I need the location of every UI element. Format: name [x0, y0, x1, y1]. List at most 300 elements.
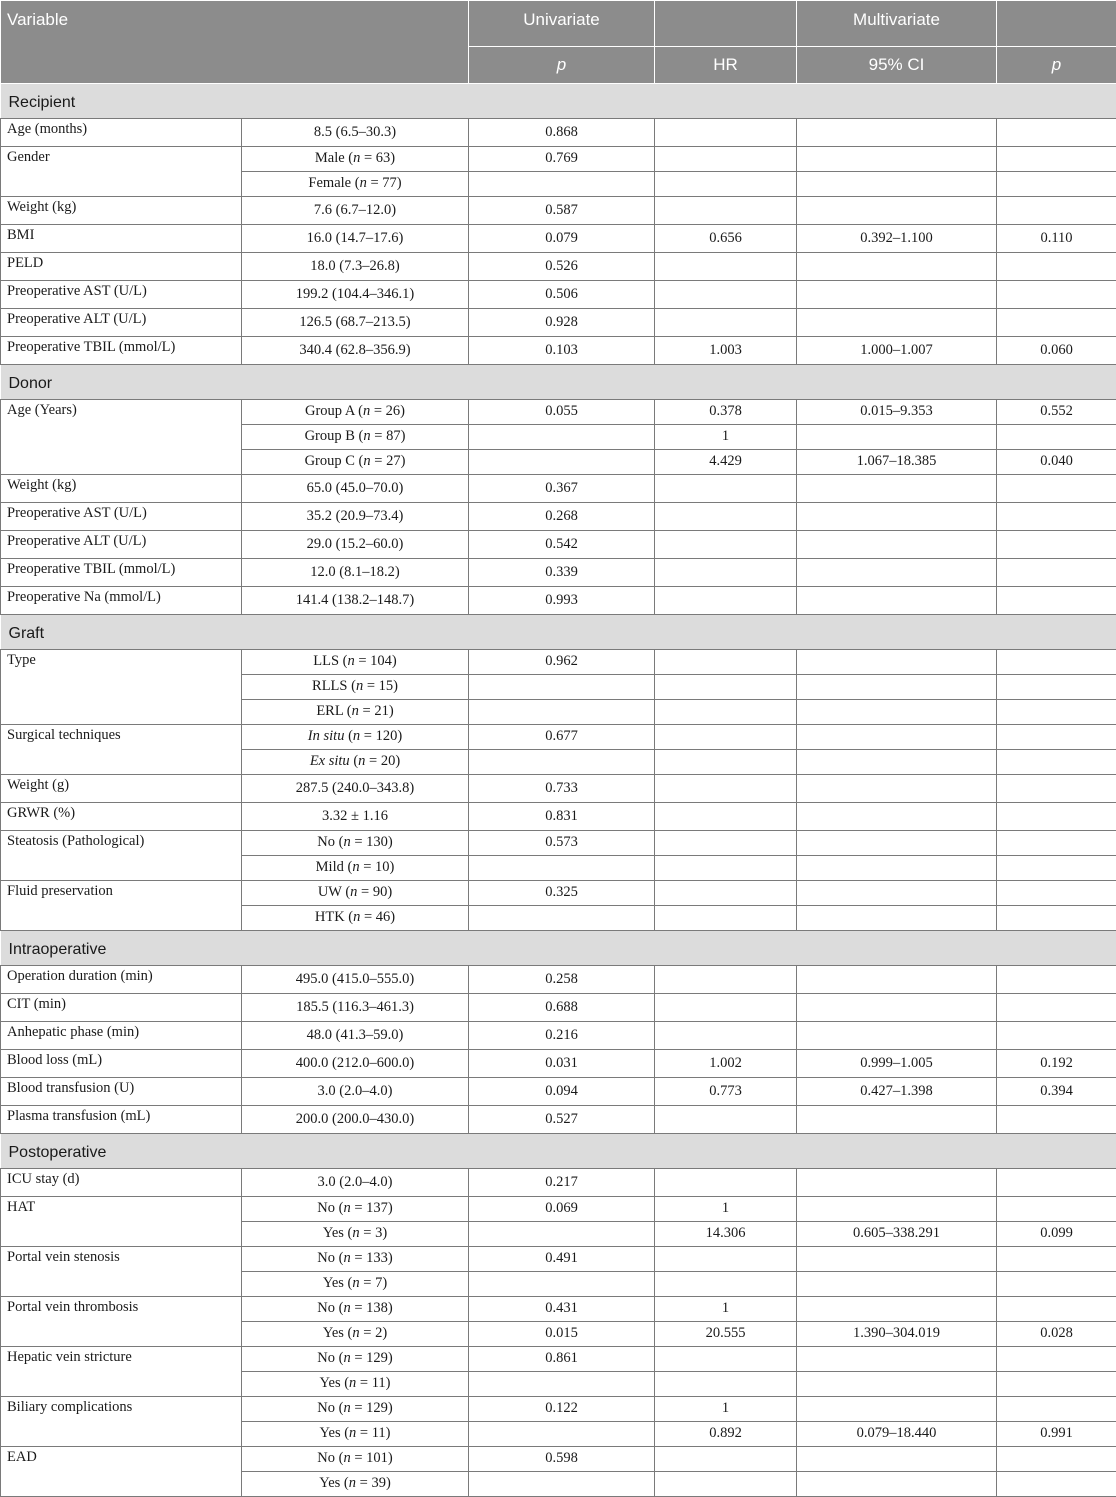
value-cell: Female (n = 77)	[242, 172, 469, 197]
hr-cell	[655, 147, 797, 172]
p-univariate-cell	[469, 906, 655, 931]
ci-cell	[797, 994, 997, 1022]
p-multivariate-cell	[997, 475, 1116, 503]
p-multivariate-cell	[997, 147, 1116, 172]
p-univariate-cell: 0.868	[469, 119, 655, 147]
p-univariate-cell: 0.733	[469, 775, 655, 803]
variable-label: Biliary complications	[1, 1397, 242, 1447]
section-row	[1, 1134, 1116, 1169]
p-multivariate-cell	[997, 1169, 1116, 1197]
ci-cell	[797, 1022, 997, 1050]
p-univariate-cell: 0.527	[469, 1106, 655, 1134]
table-row	[1, 1347, 1116, 1372]
p-multivariate-cell	[997, 587, 1116, 615]
ci-cell	[797, 503, 997, 531]
p-multivariate-cell	[997, 1106, 1116, 1134]
variable-label: Preoperative AST (U/L)	[1, 281, 242, 309]
value-cell: ERL (n = 21)	[242, 700, 469, 725]
p-multivariate-cell	[997, 831, 1116, 856]
p-univariate-cell: 0.069	[469, 1197, 655, 1222]
p-multivariate-cell: 0.040	[997, 450, 1116, 475]
variable-label: Gender	[1, 147, 242, 197]
value-cell: 185.5 (116.3–461.3)	[242, 994, 469, 1022]
ci-cell: 0.605–338.291	[797, 1222, 997, 1247]
ci-cell: 0.999–1.005	[797, 1050, 997, 1078]
value-cell: RLLS (n = 15)	[242, 675, 469, 700]
p-univariate-cell: 0.542	[469, 531, 655, 559]
table-row	[1, 650, 1116, 675]
variable-label: Preoperative ALT (U/L)	[1, 531, 242, 559]
hr-cell	[655, 856, 797, 881]
ci-cell: 0.015–9.353	[797, 400, 997, 425]
p-univariate-cell: 0.031	[469, 1050, 655, 1078]
hr-cell	[655, 650, 797, 675]
header-blank-2	[997, 1, 1116, 47]
p-multivariate-cell	[997, 1197, 1116, 1222]
variable-label: EAD	[1, 1447, 242, 1497]
ci-cell	[797, 147, 997, 172]
p-univariate-cell: 0.831	[469, 803, 655, 831]
value-cell: 340.4 (62.8–356.9)	[242, 337, 469, 365]
variable-label: BMI	[1, 225, 242, 253]
ci-cell	[797, 281, 997, 309]
hr-cell	[655, 1472, 797, 1497]
variable-label: Preoperative ALT (U/L)	[1, 309, 242, 337]
p-univariate-cell	[469, 1422, 655, 1447]
p-univariate-cell: 0.962	[469, 650, 655, 675]
p-univariate-cell: 0.367	[469, 475, 655, 503]
p-multivariate-cell	[997, 750, 1116, 775]
hr-cell: 1	[655, 1297, 797, 1322]
variable-label: Type	[1, 650, 242, 725]
p-multivariate-cell	[997, 650, 1116, 675]
variable-label: Preoperative TBIL (mmol/L)	[1, 559, 242, 587]
value-cell: Yes (n = 2)	[242, 1322, 469, 1347]
ci-cell: 0.427–1.398	[797, 1078, 997, 1106]
value-cell: 141.4 (138.2–148.7)	[242, 587, 469, 615]
ci-cell	[797, 1297, 997, 1322]
value-cell: No (n = 133)	[242, 1247, 469, 1272]
p-univariate-cell	[469, 700, 655, 725]
variable-label: Operation duration (min)	[1, 966, 242, 994]
ci-cell	[797, 881, 997, 906]
p-multivariate-cell	[997, 1272, 1116, 1297]
table-row	[1, 225, 1116, 253]
table-row	[1, 400, 1116, 425]
value-cell: 16.0 (14.7–17.6)	[242, 225, 469, 253]
value-cell: Group C (n = 27)	[242, 450, 469, 475]
p-univariate-cell: 0.677	[469, 725, 655, 750]
p-univariate-cell: 0.055	[469, 400, 655, 425]
p-univariate-cell: 0.015	[469, 1322, 655, 1347]
p-multivariate-cell	[997, 881, 1116, 906]
table-row	[1, 1169, 1116, 1197]
table-row	[1, 803, 1116, 831]
ci-cell	[797, 425, 997, 450]
variable-label: Age (Years)	[1, 400, 242, 475]
p-multivariate-cell	[997, 775, 1116, 803]
ci-cell	[797, 750, 997, 775]
header-blank-1	[655, 1, 797, 47]
value-cell: 35.2 (20.9–73.4)	[242, 503, 469, 531]
p-multivariate-cell: 0.991	[997, 1422, 1116, 1447]
value-cell: Yes (n = 11)	[242, 1372, 469, 1397]
hr-cell	[655, 700, 797, 725]
ci-cell	[797, 253, 997, 281]
p-univariate-cell: 0.928	[469, 309, 655, 337]
ci-cell	[797, 856, 997, 881]
table-row	[1, 253, 1116, 281]
hr-cell	[655, 309, 797, 337]
value-cell: Ex situ (n = 20)	[242, 750, 469, 775]
ci-cell	[797, 197, 997, 225]
hr-cell: 1.002	[655, 1050, 797, 1078]
hr-cell: 0.378	[655, 400, 797, 425]
p-multivariate-cell	[997, 503, 1116, 531]
hr-cell: 14.306	[655, 1222, 797, 1247]
ci-cell	[797, 309, 997, 337]
value-cell: 12.0 (8.1–18.2)	[242, 559, 469, 587]
section-title: Donor	[1, 365, 1116, 400]
p-multivariate-cell	[997, 700, 1116, 725]
p-multivariate-cell	[997, 803, 1116, 831]
table-row	[1, 1447, 1116, 1472]
p-multivariate-cell	[997, 1397, 1116, 1422]
table-row	[1, 994, 1116, 1022]
hr-cell	[655, 1247, 797, 1272]
value-cell: 29.0 (15.2–60.0)	[242, 531, 469, 559]
ci-cell	[797, 1247, 997, 1272]
value-cell: 48.0 (41.3–59.0)	[242, 1022, 469, 1050]
p-univariate-cell: 0.587	[469, 197, 655, 225]
hr-cell	[655, 559, 797, 587]
header-multivariate: Multivariate	[797, 1, 997, 47]
p-univariate-cell: 0.339	[469, 559, 655, 587]
value-cell: LLS (n = 104)	[242, 650, 469, 675]
p-multivariate-cell	[997, 309, 1116, 337]
ci-cell	[797, 1372, 997, 1397]
variable-label: GRWR (%)	[1, 803, 242, 831]
value-cell: 400.0 (212.0–600.0)	[242, 1050, 469, 1078]
p-multivariate-cell	[997, 253, 1116, 281]
variable-label: Preoperative TBIL (mmol/L)	[1, 337, 242, 365]
variable-label: Portal vein thrombosis	[1, 1297, 242, 1347]
value-cell: 3.0 (2.0–4.0)	[242, 1078, 469, 1106]
value-cell: 18.0 (7.3–26.8)	[242, 253, 469, 281]
value-cell: 65.0 (45.0–70.0)	[242, 475, 469, 503]
value-cell: No (n = 129)	[242, 1347, 469, 1372]
ci-cell: 1.000–1.007	[797, 337, 997, 365]
table-row	[1, 559, 1116, 587]
ci-cell: 0.392–1.100	[797, 225, 997, 253]
table-row	[1, 1050, 1116, 1078]
section-title: Recipient	[1, 84, 1116, 119]
ci-cell	[797, 966, 997, 994]
variable-label: HAT	[1, 1197, 242, 1247]
p-univariate-cell: 0.431	[469, 1297, 655, 1322]
p-univariate-cell	[469, 1222, 655, 1247]
hr-cell	[655, 803, 797, 831]
hr-cell	[655, 1169, 797, 1197]
hr-cell	[655, 197, 797, 225]
p-multivariate-cell: 0.099	[997, 1222, 1116, 1247]
table-row	[1, 1106, 1116, 1134]
section-row	[1, 931, 1116, 966]
hr-cell: 20.555	[655, 1322, 797, 1347]
table-row	[1, 1078, 1116, 1106]
table-row	[1, 309, 1116, 337]
p-univariate-cell: 0.079	[469, 225, 655, 253]
value-cell: 126.5 (68.7–213.5)	[242, 309, 469, 337]
p-univariate-cell	[469, 425, 655, 450]
p-univariate-cell: 0.268	[469, 503, 655, 531]
value-cell: Yes (n = 39)	[242, 1472, 469, 1497]
hr-cell: 1	[655, 1197, 797, 1222]
ci-cell	[797, 675, 997, 700]
ci-cell	[797, 475, 997, 503]
variable-label: Portal vein stenosis	[1, 1247, 242, 1297]
p-univariate-cell: 0.491	[469, 1247, 655, 1272]
p-multivariate-cell	[997, 1472, 1116, 1497]
p-multivariate-cell: 0.110	[997, 225, 1116, 253]
value-cell: No (n = 130)	[242, 831, 469, 856]
ci-cell	[797, 1272, 997, 1297]
variable-label: Anhepatic phase (min)	[1, 1022, 242, 1050]
table-row	[1, 587, 1116, 615]
ci-cell: 1.390–304.019	[797, 1322, 997, 1347]
hr-cell	[655, 1272, 797, 1297]
ci-cell	[797, 587, 997, 615]
p-multivariate-cell	[997, 1447, 1116, 1472]
variable-label: Weight (g)	[1, 775, 242, 803]
variable-label: Preoperative AST (U/L)	[1, 503, 242, 531]
table-row	[1, 197, 1116, 225]
p-multivariate-cell: 0.028	[997, 1322, 1116, 1347]
table-row	[1, 881, 1116, 906]
value-cell: No (n = 101)	[242, 1447, 469, 1472]
p-univariate-cell: 0.094	[469, 1078, 655, 1106]
hr-cell: 0.773	[655, 1078, 797, 1106]
ci-cell	[797, 172, 997, 197]
value-cell: No (n = 137)	[242, 1197, 469, 1222]
header-univariate: Univariate	[469, 1, 655, 47]
p-univariate-cell	[469, 675, 655, 700]
header-ci: 95% CI	[797, 47, 997, 84]
p-multivariate-cell: 0.552	[997, 400, 1116, 425]
value-cell: Group A (n = 26)	[242, 400, 469, 425]
p-univariate-cell: 0.861	[469, 1347, 655, 1372]
variable-label: Fluid preservation	[1, 881, 242, 931]
table-row	[1, 1397, 1116, 1422]
header-p-multivariate	[997, 47, 1116, 84]
p-univariate-cell	[469, 750, 655, 775]
hr-cell: 4.429	[655, 450, 797, 475]
value-cell: 200.0 (200.0–430.0)	[242, 1106, 469, 1134]
hr-cell	[655, 475, 797, 503]
hr-cell	[655, 1347, 797, 1372]
ci-cell	[797, 831, 997, 856]
table-row	[1, 531, 1116, 559]
p-univariate-cell: 0.598	[469, 1447, 655, 1472]
hr-cell: 1	[655, 425, 797, 450]
ci-cell	[797, 1197, 997, 1222]
variable-label: Preoperative Na (mmol/L)	[1, 587, 242, 615]
section-row	[1, 84, 1116, 119]
p-multivariate-cell	[997, 197, 1116, 225]
header-p-multivariate-text: p	[1052, 55, 1061, 74]
p-univariate-cell	[469, 1372, 655, 1397]
p-multivariate-cell	[997, 172, 1116, 197]
hr-cell	[655, 281, 797, 309]
variable-label: PELD	[1, 253, 242, 281]
section-title: Intraoperative	[1, 931, 1116, 966]
hr-cell	[655, 750, 797, 775]
ci-cell	[797, 700, 997, 725]
hr-cell	[655, 587, 797, 615]
ci-cell	[797, 650, 997, 675]
hr-cell	[655, 503, 797, 531]
p-multivariate-cell	[997, 559, 1116, 587]
value-cell: 287.5 (240.0–343.8)	[242, 775, 469, 803]
header-p-univariate-text: p	[557, 55, 566, 74]
table-row	[1, 966, 1116, 994]
value-cell: 3.0 (2.0–4.0)	[242, 1169, 469, 1197]
ci-cell	[797, 119, 997, 147]
hr-cell	[655, 906, 797, 931]
variable-label: Blood loss (mL)	[1, 1050, 242, 1078]
value-cell: Male (n = 63)	[242, 147, 469, 172]
p-multivariate-cell	[997, 1022, 1116, 1050]
ci-cell	[797, 725, 997, 750]
ci-cell	[797, 803, 997, 831]
ci-cell	[797, 1347, 997, 1372]
p-multivariate-cell: 0.060	[997, 337, 1116, 365]
p-multivariate-cell	[997, 966, 1116, 994]
table-row	[1, 775, 1116, 803]
value-cell: Yes (n = 11)	[242, 1422, 469, 1447]
variable-label: Weight (kg)	[1, 197, 242, 225]
table-row	[1, 337, 1116, 365]
hr-cell: 0.892	[655, 1422, 797, 1447]
p-multivariate-cell	[997, 281, 1116, 309]
p-multivariate-cell	[997, 425, 1116, 450]
section-row	[1, 615, 1116, 650]
p-multivariate-cell	[997, 856, 1116, 881]
table-row	[1, 725, 1116, 750]
value-cell: 7.6 (6.7–12.0)	[242, 197, 469, 225]
table-row	[1, 1247, 1116, 1272]
section-row	[1, 365, 1116, 400]
p-univariate-cell: 0.103	[469, 337, 655, 365]
p-univariate-cell: 0.122	[469, 1397, 655, 1422]
value-cell: 199.2 (104.4–346.1)	[242, 281, 469, 309]
value-cell: Mild (n = 10)	[242, 856, 469, 881]
hr-cell: 1	[655, 1397, 797, 1422]
p-multivariate-cell: 0.394	[997, 1078, 1116, 1106]
value-cell: 8.5 (6.5–30.3)	[242, 119, 469, 147]
value-cell: Group B (n = 87)	[242, 425, 469, 450]
section-title: Postoperative	[1, 1134, 1116, 1169]
p-univariate-cell	[469, 172, 655, 197]
header-variable: Variable	[1, 1, 469, 84]
value-cell: 3.32 ± 1.16	[242, 803, 469, 831]
p-univariate-cell: 0.217	[469, 1169, 655, 1197]
p-univariate-cell: 0.993	[469, 587, 655, 615]
section-title: Graft	[1, 615, 1116, 650]
table-row	[1, 147, 1116, 172]
value-cell: UW (n = 90)	[242, 881, 469, 906]
hr-cell	[655, 725, 797, 750]
ci-cell	[797, 1106, 997, 1134]
p-multivariate-cell	[997, 119, 1116, 147]
table-row	[1, 1297, 1116, 1322]
p-multivariate-cell: 0.192	[997, 1050, 1116, 1078]
p-univariate-cell: 0.688	[469, 994, 655, 1022]
variable-label: Age (months)	[1, 119, 242, 147]
ci-cell: 1.067–18.385	[797, 450, 997, 475]
hr-cell	[655, 1106, 797, 1134]
p-univariate-cell: 0.258	[469, 966, 655, 994]
p-multivariate-cell	[997, 906, 1116, 931]
p-multivariate-cell	[997, 1297, 1116, 1322]
hr-cell	[655, 1022, 797, 1050]
hr-cell: 1.003	[655, 337, 797, 365]
ci-cell	[797, 559, 997, 587]
table-row	[1, 1197, 1116, 1222]
ci-cell	[797, 1447, 997, 1472]
hr-cell	[655, 994, 797, 1022]
variable-label: Plasma transfusion (mL)	[1, 1106, 242, 1134]
hr-cell	[655, 1372, 797, 1397]
p-univariate-cell: 0.325	[469, 881, 655, 906]
p-multivariate-cell	[997, 675, 1116, 700]
hr-cell	[655, 1447, 797, 1472]
p-univariate-cell	[469, 856, 655, 881]
hr-cell	[655, 775, 797, 803]
table-row	[1, 475, 1116, 503]
value-cell: Yes (n = 3)	[242, 1222, 469, 1247]
variable-label: Blood transfusion (U)	[1, 1078, 242, 1106]
table-header	[1, 1, 1116, 84]
ci-cell: 0.079–18.440	[797, 1422, 997, 1447]
table-row	[1, 1022, 1116, 1050]
p-univariate-cell: 0.573	[469, 831, 655, 856]
value-cell: No (n = 129)	[242, 1397, 469, 1422]
p-univariate-cell	[469, 450, 655, 475]
hr-cell	[655, 172, 797, 197]
hr-cell: 0.656	[655, 225, 797, 253]
p-univariate-cell: 0.526	[469, 253, 655, 281]
ci-cell	[797, 1169, 997, 1197]
ci-cell	[797, 531, 997, 559]
table-row	[1, 503, 1116, 531]
hr-cell	[655, 675, 797, 700]
p-univariate-cell: 0.506	[469, 281, 655, 309]
p-multivariate-cell	[997, 1347, 1116, 1372]
value-cell: No (n = 138)	[242, 1297, 469, 1322]
table-body	[1, 84, 1116, 1497]
p-multivariate-cell	[997, 1247, 1116, 1272]
hr-cell	[655, 966, 797, 994]
p-univariate-cell: 0.769	[469, 147, 655, 172]
variable-label: Hepatic vein stricture	[1, 1347, 242, 1397]
p-univariate-cell	[469, 1272, 655, 1297]
value-cell: 495.0 (415.0–555.0)	[242, 966, 469, 994]
value-cell: HTK (n = 46)	[242, 906, 469, 931]
table-row	[1, 831, 1116, 856]
hr-cell	[655, 253, 797, 281]
p-univariate-cell: 0.216	[469, 1022, 655, 1050]
